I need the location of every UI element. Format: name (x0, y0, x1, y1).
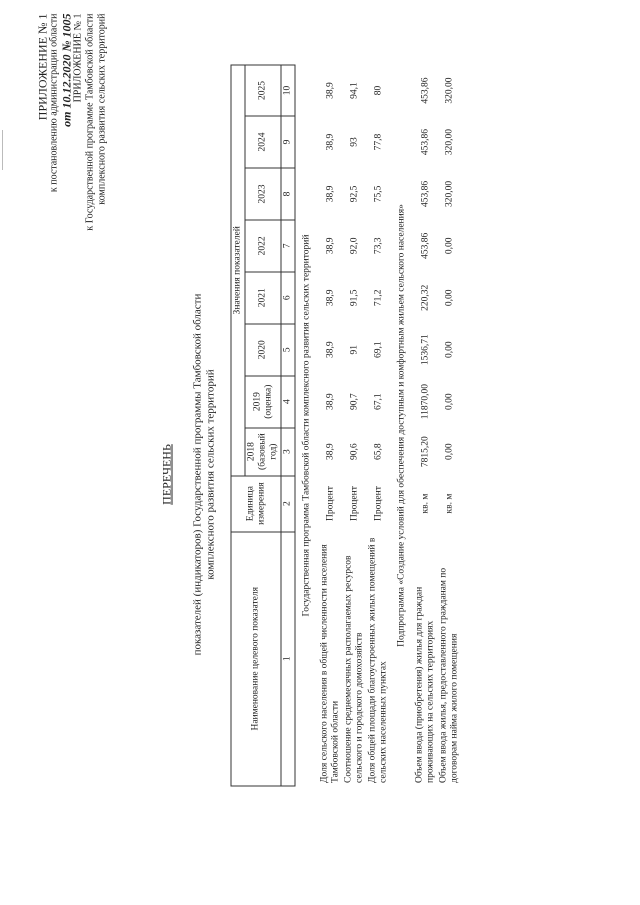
value-cell: 38,9 (325, 443, 335, 460)
header-line1: ПРИЛОЖЕНИЕ № 1 (35, 13, 50, 121)
value-cell: 71,2 (373, 289, 383, 307)
value-cell: 93 (349, 137, 359, 147)
year-header: 2019 (оценка) (245, 376, 281, 428)
value-cell: 453,86 (420, 232, 430, 259)
value-cell: 94,1 (349, 82, 359, 99)
value-cell: 38,9 (325, 341, 335, 359)
indicator-unit: Процент (325, 486, 335, 522)
col-number: 7 (281, 220, 295, 272)
value-cell: 320,00 (444, 128, 454, 156)
value-cell: 90,7 (349, 393, 359, 410)
col-name-header: Наименование целевого показателя (231, 532, 281, 786)
value-cell: 11870,00 (420, 384, 430, 420)
col-number: 5 (281, 324, 295, 376)
value-cell: 453,86 (420, 128, 430, 156)
year-header: 2025 (245, 65, 281, 116)
title-line2: комплексного развития сельских территорий (204, 369, 217, 580)
value-cell: 220,32 (420, 284, 430, 311)
year-header: 2018 (базовый год) (245, 428, 281, 476)
column-number-row (281, 65, 295, 786)
indicator-name: Объем ввода (приобретения) жилья для граждан проживающих на сельских территориях (414, 586, 436, 783)
value-cell: 92,0 (349, 237, 359, 255)
document-title (161, 195, 218, 755)
col-values-header: Значения показателей (231, 65, 245, 476)
attachment-header (37, 14, 109, 374)
col-unit-header: Единица измерения (231, 476, 281, 532)
value-cell: 320,00 (444, 180, 454, 207)
col-number: 4 (281, 376, 295, 428)
year-header: 2023 (245, 168, 281, 220)
value-cell: 92,5 (349, 185, 359, 203)
value-cell: 77,8 (373, 133, 383, 151)
value-cell: 7815,20 (420, 436, 430, 468)
indicator-name: Доля сельского населения в общей численности населения Тамбовской области (319, 544, 341, 783)
section-row (295, 65, 319, 786)
value-cell: 0,00 (444, 443, 454, 460)
value-cell: 1536,71 (420, 334, 430, 366)
col-number: 1 (281, 532, 295, 786)
indicator-name: Объем ввода жилья, предоставленного гражданам по договорам найма жилого помещения (438, 567, 460, 783)
indicator-name: Доля общей площади благоустроенных жилых помещений в сельских населенных пунктах (367, 537, 389, 783)
rotated-page (1, 0, 640, 905)
section-title: Государственная программа Тамбовской области комплексного развития сельских территорий (301, 234, 312, 617)
col-number: 3 (281, 428, 295, 476)
table-row (414, 65, 438, 786)
col-number: 10 (281, 65, 295, 116)
indicator-name: Соотношение среднемесячных располагаемых ресурсов сельского и городского домохозяйств (343, 555, 365, 783)
section-row (391, 65, 414, 786)
indicator-unit: кв. м (420, 493, 430, 514)
value-cell: 38,9 (325, 185, 335, 203)
col-number: 2 (281, 476, 295, 532)
value-cell: 38,9 (325, 133, 335, 151)
value-cell: 0,00 (444, 393, 454, 410)
indicator-unit: кв. м (444, 493, 454, 514)
indicator-unit: Процент (349, 486, 359, 522)
table-row (367, 65, 391, 786)
header-row-1 (231, 65, 245, 786)
value-cell: 38,9 (325, 393, 335, 410)
header-line4: к Государственной программе Тамбовской области (84, 13, 96, 231)
value-cell: 38,9 (325, 82, 335, 99)
year-header: 2022 (245, 220, 281, 272)
value-cell: 91,5 (349, 289, 359, 307)
value-cell: 38,9 (325, 237, 335, 255)
title-heading: ПЕРЕЧЕНЬ (159, 444, 174, 505)
value-cell: 75,5 (373, 185, 383, 203)
value-cell: 73,3 (373, 237, 383, 255)
value-cell: 38,9 (325, 289, 335, 307)
value-cell: 67,1 (373, 393, 383, 410)
value-cell: 0,00 (444, 289, 454, 307)
table-row (438, 65, 462, 786)
value-cell: 453,86 (420, 180, 430, 207)
value-cell: 0,00 (444, 237, 454, 255)
table-row (319, 65, 343, 786)
col-number: 9 (281, 116, 295, 168)
handwritten-date-number: от 10.12.2020 № 1005 (59, 13, 74, 127)
value-cell: 453,86 (420, 77, 430, 104)
value-cell: 0,00 (444, 341, 454, 359)
header-line3: ПРИЛОЖЕНИЕ № 1 (72, 13, 84, 103)
value-cell: 91 (349, 344, 359, 355)
value-cell: 80 (373, 85, 383, 96)
col-number: 6 (281, 272, 295, 324)
table-row (343, 65, 367, 786)
value-cell: 65,8 (373, 443, 383, 460)
year-header: 2020 (245, 324, 281, 376)
value-cell: 320,00 (444, 77, 454, 104)
section-title: Подпрограмма «Создание условий для обеспечения доступным и комфортным жильем сельского населения» (396, 204, 407, 647)
value-cell: 69,1 (373, 341, 383, 359)
indicator-unit: Процент (373, 486, 383, 522)
title-line1: показателей (индикаторов) Государственной программы Тамбовской области (191, 293, 204, 656)
indicators-table (231, 65, 462, 787)
year-header: 2021 (245, 272, 281, 324)
year-header: 2024 (245, 116, 281, 168)
value-cell: 90,6 (349, 443, 359, 460)
col-number: 8 (281, 168, 295, 220)
header-line2: к постановлению администрации области (48, 13, 60, 193)
header-line5: комплексного развития сельских территорий (96, 13, 108, 205)
